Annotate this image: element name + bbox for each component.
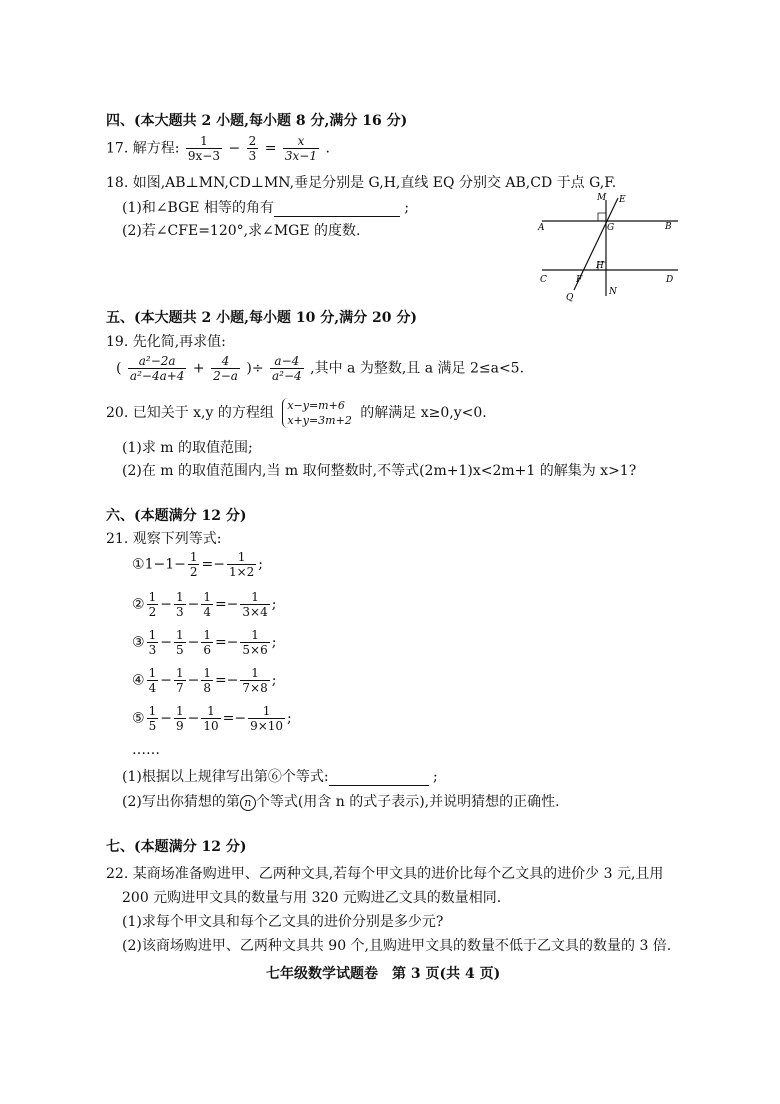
- q17-prefix: 17. 解方程:: [106, 140, 180, 157]
- q18-answer-blank[interactable]: [274, 202, 400, 217]
- label-g: G: [607, 223, 615, 233]
- q21-part2: [122, 791, 560, 811]
- q20-eq2: x+y=3m+2: [287, 414, 352, 427]
- label-f: F: [576, 275, 583, 285]
- section-4-header: 四、(本大题共 2 小题,每小题 8 分,满分 16 分): [106, 113, 408, 129]
- row-fraction: $\frac{1}{6}$: [203, 628, 211, 657]
- row-minus: −: [187, 672, 200, 689]
- equation-row: [132, 704, 292, 733]
- q17-equals: =: [264, 140, 277, 157]
- question-19-expression: [116, 354, 524, 383]
- q18-part1-end: ;: [404, 200, 410, 216]
- label-c: C: [540, 275, 547, 285]
- circled-n: n: [240, 795, 256, 811]
- row-fraction: $\frac{1}{7}$: [175, 666, 184, 695]
- row-result: $\frac{1}{5\times 6}$: [242, 628, 268, 657]
- q17-fraction-2: $\frac{2}{3}$: [248, 134, 257, 163]
- row-mark: ②: [132, 596, 145, 613]
- q19-rparen-div: )÷: [246, 360, 264, 377]
- q18-part1: [122, 197, 409, 217]
- row-minus: −: [160, 710, 172, 727]
- row-fraction: $\frac{1}{2}$: [189, 550, 198, 579]
- row-result: $\frac{1}{3\times 4}$: [242, 590, 268, 619]
- label-q: Q: [566, 293, 574, 303]
- question-18: 18. 如图,AB⊥MN,CD⊥MN,垂足分别是 G,H,直线 EQ 分别交 AB,CD 于点 G,F.: [106, 175, 617, 191]
- row-mark: ①: [132, 556, 145, 573]
- row-fraction: $\frac{1}{10}$: [203, 704, 219, 733]
- row-result: $\frac{1}{7\times 8}$: [242, 666, 268, 695]
- q17-fraction-1: $\frac{1}{9x-3}$: [187, 134, 220, 163]
- q17-end: .: [325, 140, 330, 157]
- row-mark: ③: [132, 634, 145, 651]
- q17-minus: −: [228, 140, 241, 157]
- label-d: D: [666, 275, 674, 285]
- label-n: N: [609, 287, 617, 297]
- row-fraction: $\frac{1}{3}$: [175, 590, 184, 619]
- equation-row: [132, 628, 276, 657]
- row-fraction: $\frac{1}{8}$: [203, 666, 211, 695]
- row-fraction: $\frac{1}{3}$: [148, 628, 157, 657]
- row-end: ;: [287, 710, 292, 727]
- q21-answer-blank[interactable]: [329, 771, 429, 786]
- q19-lparen: (: [116, 360, 122, 377]
- q21-part1-text: (1)根据以上规律写出第⑥个等式:: [122, 769, 329, 785]
- geometry-figure: [530, 188, 690, 306]
- equation-row: [132, 550, 263, 579]
- question-20: [106, 398, 487, 428]
- question-19-title: 19. 先化简,再求值:: [106, 334, 226, 350]
- row-minus: −: [187, 634, 200, 651]
- row-minus: −: [160, 596, 172, 613]
- q21-part1-end: ;: [433, 769, 438, 785]
- q20-suffix: 的解满足 x≥0,y<0.: [360, 405, 487, 421]
- q19-condition: ,其中 a 为整数,且 a 满足 2≤a<5.: [310, 360, 525, 377]
- row-end: ;: [271, 596, 277, 613]
- q19-fraction-3: $\frac{a-4}{\text{a²−4}}$: [272, 354, 302, 383]
- row-minus: −: [160, 672, 172, 689]
- row-end: ;: [258, 556, 263, 573]
- row-fraction: $\frac{1}{9}$: [175, 704, 184, 733]
- q19-plus: +: [192, 360, 205, 377]
- q19-fraction-1: $\frac{\text{a²−2a}}{\text{a²−4a+4}}$: [129, 354, 185, 383]
- q20-prefix: 20. 已知关于 x,y 的方程组: [106, 405, 274, 421]
- row-end: ;: [271, 634, 277, 651]
- row-minus: −: [187, 596, 200, 613]
- question-17: [106, 134, 330, 163]
- equation-row: [132, 666, 276, 695]
- q22-part2: (2)该商场购进甲、乙两种文具共 90 个,且购进甲文具的数量不低于乙文具的数量的 3 倍.: [122, 938, 672, 954]
- section-7-header: 七、(本题满分 12 分): [106, 839, 247, 855]
- question-21-title: 21. 观察下列等式:: [106, 531, 222, 547]
- q20-system: [282, 398, 352, 428]
- row-equals: =−: [214, 672, 239, 689]
- q20-part2: (2)在 m 的取值范围内,当 m 取何整数时,不等式(2m+1)x<2m+1 的解集为 x>1?: [122, 463, 637, 479]
- row-mark: ④: [132, 672, 145, 689]
- row-end: ;: [271, 672, 277, 689]
- right-angle-g: [598, 213, 606, 221]
- row-fraction: $\frac{1}{5}$: [148, 704, 157, 733]
- q21-part1: [122, 766, 438, 786]
- row-mark: ⑤: [132, 710, 145, 727]
- row-minus: −: [160, 634, 172, 651]
- row-fraction: $\frac{1}{4}$: [203, 590, 211, 619]
- label-a: A: [538, 223, 545, 233]
- question-22-line1: 22. 某商场准备购进甲、乙两种文具,若每个甲文具的进价比每个乙文具的进价少 3 元,且用: [106, 866, 664, 882]
- label-b: B: [665, 222, 672, 232]
- row-equals: =−: [214, 634, 239, 651]
- row-equals: =−: [222, 710, 247, 727]
- page-footer: 七年级数学试题卷 第 3 页(共 4 页): [266, 966, 501, 982]
- label-e: E: [619, 195, 626, 205]
- q18-part1-text: (1)和∠BGE 相等的角有: [122, 200, 274, 216]
- section-6-header: 六、(本题满分 12 分): [106, 508, 247, 524]
- question-22-line2: 200 元购进甲文具的数量与用 320 元购进乙文具的数量相同.: [122, 890, 502, 906]
- row-result: $\frac{1}{9\times 10}$: [250, 704, 284, 733]
- q21-part2-text-b: 个等式(用含 n 的式子表示),并说明猜想的正确性.: [255, 794, 560, 810]
- q22-part1: (1)求每个甲文具和每个乙文具的进价分别是多少元?: [122, 914, 444, 930]
- label-h: H: [596, 261, 604, 271]
- row-minus: −: [187, 710, 200, 727]
- row-equals: =−: [201, 556, 225, 573]
- q17-fraction-3: $\frac{x}{3x-1}$: [284, 134, 317, 163]
- row-result: $\frac{1}{1\times 2}$: [228, 550, 255, 579]
- row-fraction: $\frac{1}{2}$: [148, 590, 157, 619]
- row-lead: 1−1−: [144, 556, 186, 573]
- q18-part2: (2)若∠CFE=120°,求∠MGE 的度数.: [122, 223, 361, 239]
- q20-part1: (1)求 m 的取值范围;: [122, 440, 253, 456]
- row-fraction: $\frac{1}{5}$: [175, 628, 184, 657]
- q19-fraction-2: $\frac{4}{2-a}$: [213, 354, 238, 383]
- row-equals: =−: [214, 596, 239, 613]
- section-5-header: 五、(本大题共 2 小题,每小题 10 分,满分 20 分): [106, 310, 417, 326]
- q20-eq1: x−y=m+6: [287, 399, 345, 412]
- equation-row: [132, 590, 276, 619]
- ellipsis: ……: [132, 742, 160, 758]
- label-m: M: [597, 193, 607, 203]
- q21-part2-text-a: (2)写出你猜想的第: [122, 794, 240, 810]
- row-fraction: $\frac{1}{4}$: [148, 666, 157, 695]
